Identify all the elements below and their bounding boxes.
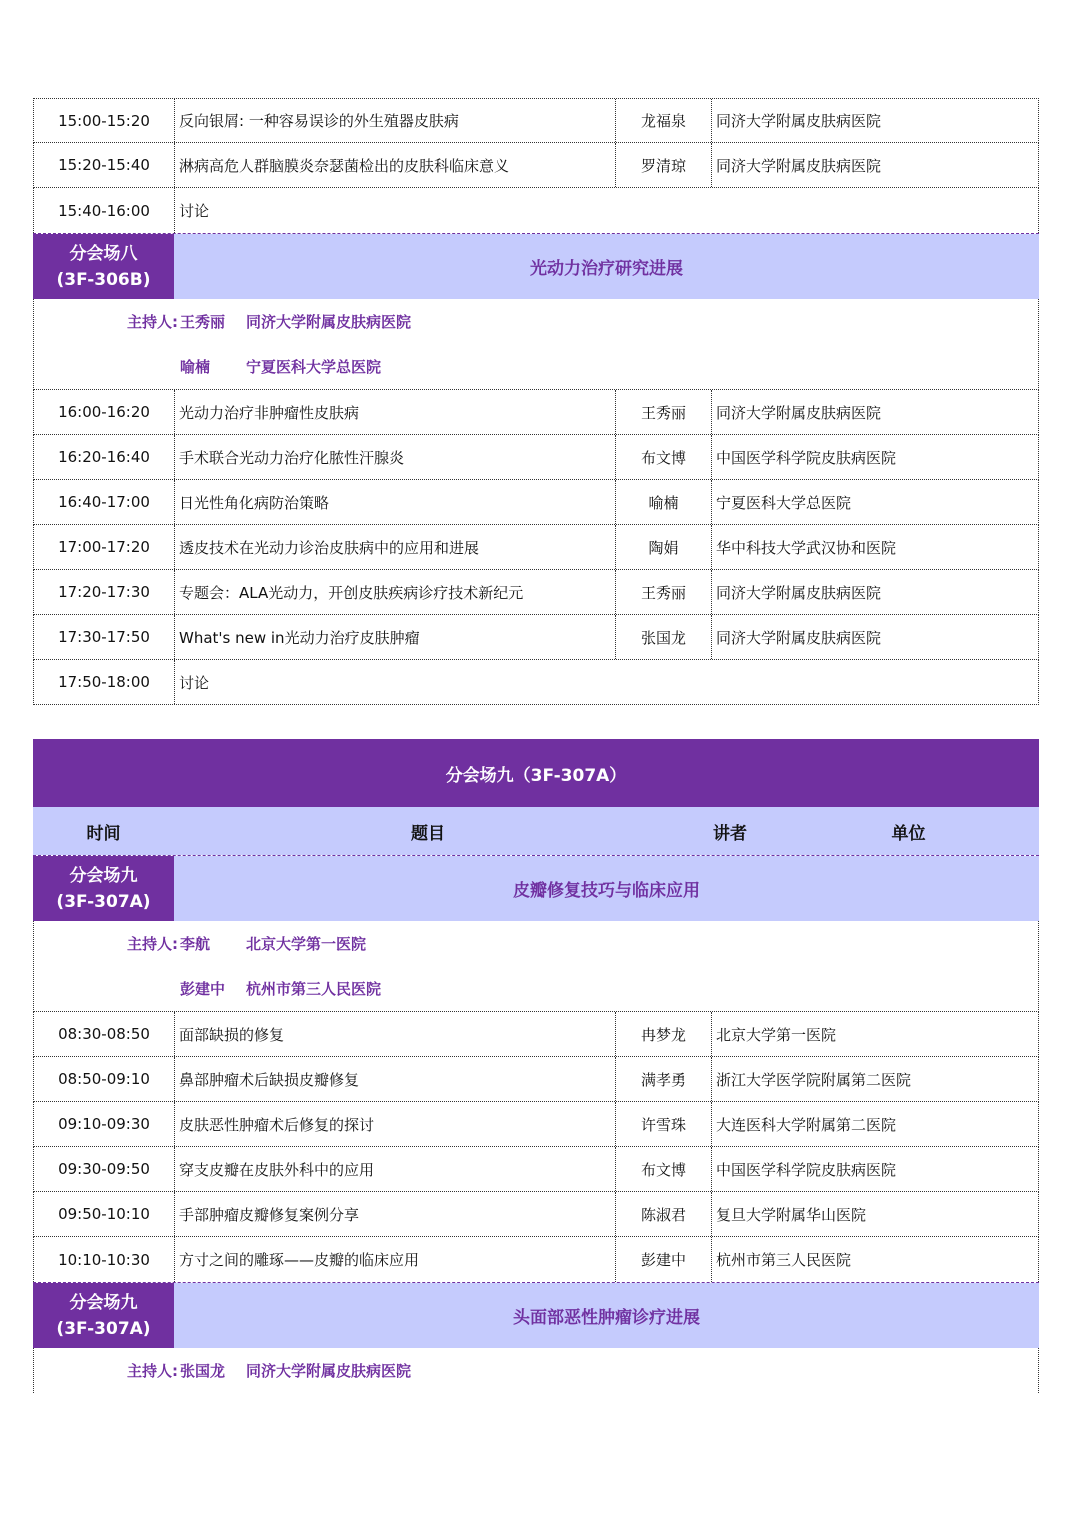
- unit-cell: 同济大学附属皮肤病医院: [716, 112, 882, 130]
- host-name: 喻楠: [180, 358, 211, 376]
- host-unit: 同济大学附属皮肤病医院: [246, 313, 412, 331]
- session-tag-room: (3F-306B): [56, 269, 151, 290]
- table-row: [33, 1057, 1039, 1102]
- session-tag-room: (3F-307A): [56, 891, 151, 912]
- time-cell: 08:30-08:50: [34, 1012, 175, 1056]
- topic-cell: 皮肤恶性肿瘤术后修复的探讨: [175, 1102, 616, 1146]
- speaker-cell: 喻楠: [616, 480, 712, 524]
- table-row: [33, 525, 1039, 570]
- session-header-9a: [33, 855, 1039, 921]
- time-cell: 17:20-17:30: [34, 570, 175, 614]
- topic-cell: 日光性角化病防治策略: [175, 480, 616, 524]
- host-name: 张国龙: [180, 1362, 226, 1380]
- speaker-cell: 冉梦龙: [616, 1012, 712, 1056]
- unit-cell: 华中科技大学武汉协和医院: [716, 538, 897, 557]
- time-cell: 16:00-16:20: [34, 390, 175, 434]
- topic-cell: 方寸之间的雕琢——皮瓣的临床应用: [175, 1237, 616, 1282]
- speaker-cell: 陈淑君: [616, 1192, 712, 1236]
- topic-cell: 光动力治疗非肿瘤性皮肤病: [175, 390, 616, 434]
- topic-cell: 鼻部肿瘤术后缺损皮瓣修复: [175, 1057, 616, 1101]
- table-row: [33, 1102, 1039, 1147]
- host-label: 主持人:: [127, 1362, 178, 1380]
- host-name: 李航: [180, 935, 211, 953]
- header-time: 时间: [86, 823, 121, 844]
- unit-cell: 大连医科大学附属第二医院: [716, 1115, 897, 1134]
- header-unit: 单位: [891, 823, 926, 844]
- discussion-row: [33, 188, 1039, 233]
- unit-cell: 同济大学附属皮肤病医院: [716, 628, 882, 647]
- time-cell: 09:30-09:50: [34, 1147, 175, 1191]
- unit-cell: 同济大学附属皮肤病医院: [716, 583, 882, 602]
- host-name: 彭建中: [180, 980, 226, 998]
- session-tag-name: 分会场九: [69, 1292, 138, 1313]
- unit-cell: 中国医学科学院皮肤病医院: [716, 1160, 897, 1179]
- host-unit: 宁夏医科大学总医院: [246, 358, 382, 376]
- time-cell: 10:10-10:30: [34, 1237, 175, 1282]
- session-tag: [33, 234, 174, 299]
- time-cell: 16:20-16:40: [34, 435, 175, 479]
- speaker-cell: 满孝勇: [616, 1057, 712, 1101]
- topic-cell: 反向银屑: 一种容易误诊的外生殖器皮肤病: [175, 99, 616, 142]
- time-cell: 15:20-15:40: [34, 143, 175, 187]
- speaker-cell: 张国龙: [616, 615, 712, 659]
- topic-cell: 面部缺损的修复: [175, 1012, 616, 1056]
- speaker-cell: 布文博: [616, 435, 712, 479]
- time-cell: 17:50-18:00: [34, 660, 175, 704]
- host-block: [33, 299, 1039, 390]
- column-headers: [33, 807, 1039, 855]
- session-title: 皮瓣修复技巧与临床应用: [174, 856, 1039, 921]
- topic-cell: 手部肿瘤皮瓣修复案例分享: [175, 1192, 616, 1236]
- host-block: [33, 1348, 1039, 1393]
- topic-cell: 讨论: [179, 673, 210, 692]
- session-tag-name: 分会场九: [69, 865, 138, 886]
- time-cell: 15:40-16:00: [34, 188, 175, 233]
- topic-cell: 专题会：ALA光动力，开创皮肤疾病诊疗技术新纪元: [175, 570, 616, 614]
- host-unit: 杭州市第三人民医院: [246, 980, 382, 998]
- time-cell: 17:30-17:50: [34, 615, 175, 659]
- topic-cell: 淋病高危人群脑膜炎奈瑟菌检出的皮肤科临床意义: [175, 143, 616, 187]
- unit-cell: 同济大学附属皮肤病医院: [716, 156, 882, 175]
- speaker-cell: 彭建中: [616, 1237, 712, 1282]
- session-title: 光动力治疗研究进展: [174, 234, 1039, 299]
- table-row: [33, 1237, 1039, 1282]
- table-row: [33, 480, 1039, 525]
- unit-cell: 复旦大学附属华山医院: [716, 1205, 867, 1224]
- speaker-cell: 王秀丽: [616, 570, 712, 614]
- topic-cell: 讨论: [179, 202, 210, 220]
- speaker-cell: 龙福泉: [616, 99, 712, 142]
- unit-cell: 中国医学科学院皮肤病医院: [716, 448, 897, 467]
- discussion-row: [33, 660, 1039, 705]
- table-row: [33, 1192, 1039, 1237]
- venue-banner: 分会场九（3F-307A）: [33, 739, 1039, 807]
- speaker-cell: 布文博: [616, 1147, 712, 1191]
- topic-cell: 穿支皮瓣在皮肤外科中的应用: [175, 1147, 616, 1191]
- time-cell: 08:50-09:10: [34, 1057, 175, 1101]
- session-tag-name: 分会场八: [69, 243, 138, 264]
- unit-cell: 浙江大学医学院附属第二医院: [716, 1070, 912, 1089]
- time-cell: 16:40-17:00: [34, 480, 175, 524]
- unit-cell: 杭州市第三人民医院: [716, 1251, 852, 1269]
- time-cell: 17:00-17:20: [34, 525, 175, 569]
- unit-cell: 同济大学附属皮肤病医院: [716, 403, 882, 422]
- unit-cell: 宁夏医科大学总医院: [716, 493, 852, 512]
- table-row: [33, 143, 1039, 188]
- speaker-cell: 陶娟: [616, 525, 712, 569]
- table-row: [33, 1147, 1039, 1192]
- session-tag: [33, 1283, 174, 1348]
- speaker-cell: 罗清琼: [616, 143, 712, 187]
- header-speaker: 讲者: [713, 823, 747, 844]
- host-label: 主持人:: [127, 935, 178, 953]
- session-header-8: [33, 233, 1039, 299]
- schedule-table-session9: [33, 739, 1039, 1393]
- topic-cell: 透皮技术在光动力诊治皮肤病中的应用和进展: [175, 525, 616, 569]
- table-row: [33, 615, 1039, 660]
- session-tag-room: (3F-307A): [56, 1318, 151, 1339]
- topic-cell: What's new in光动力治疗皮肤肿瘤: [175, 615, 616, 659]
- host-label: 主持人:: [127, 313, 178, 331]
- session-header-9b: [33, 1282, 1039, 1348]
- host-unit: 同济大学附属皮肤病医院: [246, 1362, 412, 1380]
- host-name: 王秀丽: [180, 313, 226, 331]
- session-tag: [33, 856, 174, 921]
- host-unit: 北京大学第一医院: [246, 935, 367, 953]
- table-row: [33, 570, 1039, 615]
- session-title: 头面部恶性肿瘤诊疗进展: [174, 1283, 1039, 1348]
- time-cell: 09:10-09:30: [34, 1102, 175, 1146]
- unit-cell: 北京大学第一医院: [716, 1025, 837, 1044]
- header-topic: 题目: [411, 823, 445, 844]
- host-block: [33, 921, 1039, 1012]
- topic-cell: 手术联合光动力治疗化脓性汗腺炎: [175, 435, 616, 479]
- table-row: [33, 435, 1039, 480]
- speaker-cell: 王秀丽: [616, 390, 712, 434]
- table-row: [33, 390, 1039, 435]
- time-cell: 15:00-15:20: [34, 99, 175, 142]
- schedule-table-session8: [33, 98, 1039, 705]
- speaker-cell: 许雪珠: [616, 1102, 712, 1146]
- table-row: [33, 1012, 1039, 1057]
- table-row: [33, 98, 1039, 143]
- time-cell: 09:50-10:10: [34, 1192, 175, 1236]
